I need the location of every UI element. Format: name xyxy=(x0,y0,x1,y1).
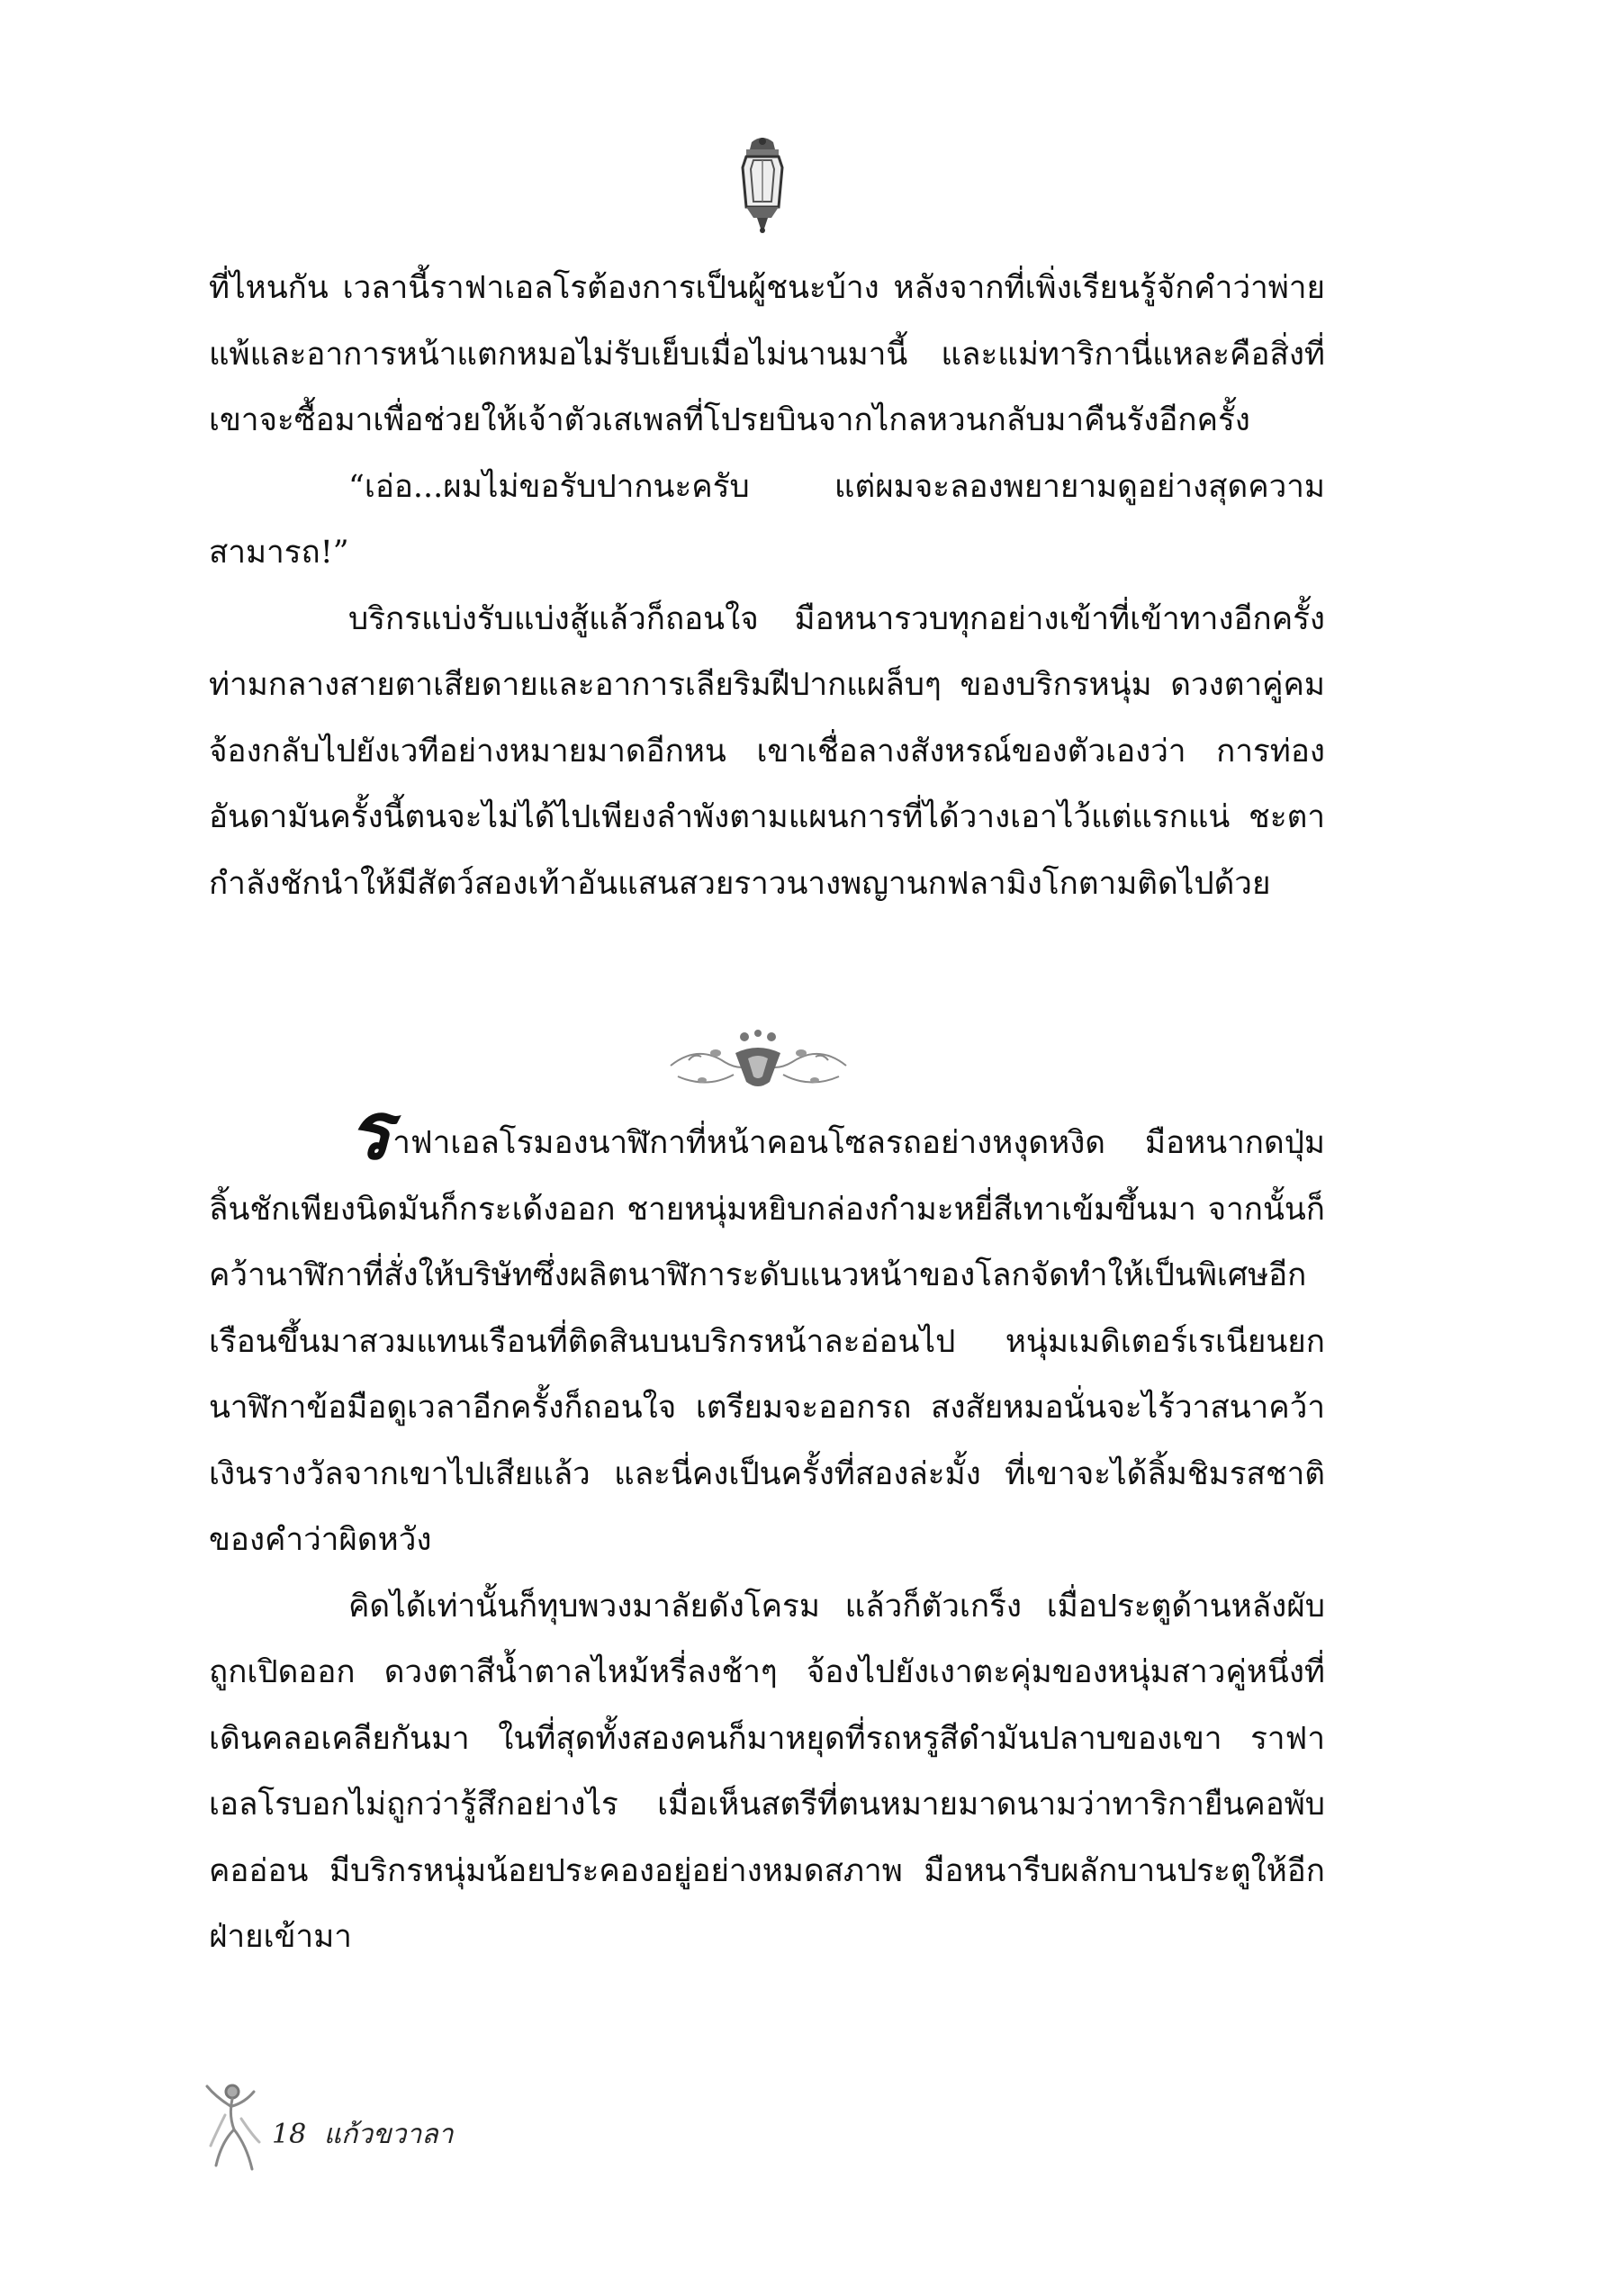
footer-caption xyxy=(272,2113,463,2156)
page-number: 18 xyxy=(272,2119,307,2150)
book-title: แก้วขวาลา xyxy=(323,2119,454,2150)
lantern-ornament-icon xyxy=(734,135,791,234)
paragraph: ที่ไหนกัน เวลานี้ราฟาเอลโรต้องการเป็นผู้ชนะบ้าง หลังจากที่เพิ่งเรียนรู้จักคำว่าพ่ายแพ้และอาการหน้าแตกหมอไม่รับเย็บเมื่อไม่นานมานี้ และแม่ทาริกานี่แหละคือสิ่งที่เขาจะซื้อมาเพื่อช่วยให้เจ้าตัวเสเพลที่โปรยบินจากไกลหวนกลับมาคืนรังอีกครั้ง xyxy=(209,270,1325,438)
dancer-figure-icon xyxy=(189,2079,268,2178)
paragraph: “เอ่อ...ผมไม่ขอรับปากนะครับ แต่ผมจะลองพยายามดูอย่างสุดความสามารถ!” xyxy=(209,468,1325,571)
text-section-one xyxy=(209,256,1325,917)
drop-cap: ร xyxy=(348,1084,392,1177)
paragraph xyxy=(209,1084,1325,1574)
paragraph-text: าฟาเอลโรมองนาฬิกาที่หน้าคอนโซลรถอย่างหงุดหงิด มือหนากดปุ่มลิ้นชักเพียงนิดมันก็กระเด้งออก ชายหนุ่มหยิบกล่องกำมะหยี่สีเทาเข้มขึ้นมา จากนั้นก็คว้านาฬิกาที่สั่งให้บริษัทซึ่งผลิตนาฬิการะดับแนวหน้าของโลกจัดทำให้เป็นพิเศษอีกเรือนขึ้นมาสวมแทนเรือนที่ติดสินบนบริกรหน้าละอ่อนไป หนุ่มเมดิเตอร์เรเนียนยกนาฬิกาข้อมือดูเวลาอีกครั้งก็ถอนใจ เตรียมจะออกรถ สงสัยหมอนั่นจะไร้วาสนาคว้าเงินรางวัลจากเขาไปเสียแล้ว และนี่คงเป็นครั้งที่สองล่ะมั้ง ที่เขาจะได้ลิ้มชิมรสชาติของคำว่าผิดหวัง xyxy=(209,1125,1325,1558)
paragraph: คิดได้เท่านั้นก็ทุบพวงมาลัยดังโครม แล้วก็ตัวเกร็ง เมื่อประตูด้านหลังผับถูกเปิดออก ดวงตาสีน้ำตาลไหม้หรี่ลงช้าๆ จ้องไปยังเงาตะคุ่มของหนุ่มสาวคู่หนึ่งที่เดินคลอเคลียกันมา ในที่สุดทั้งสองคนก็มาหยุดที่รถหรูสีดำมันปลาบของเขา ราฟาเอลโรบอกไม่ถูกว่ารู้สึกอย่างไร เมื่อเห็นสตรีที่ตนหมายมาดนามว่าทาริกายืนคอพับคออ่อน มีบริกรหนุ่มน้อยประคองอยู่อย่างหมดสภาพ มือหนารีบผลักบานประตูให้อีกฝ่ายเข้ามา xyxy=(209,1588,1325,1955)
page-footer xyxy=(189,2079,549,2178)
paragraph: บริกรแบ่งรับแบ่งสู้แล้วก็ถอนใจ มือหนารวบทุกอย่างเข้าที่เข้าทางอีกครั้ง ท่ามกลางสายตาเสียดายและอาการเลียริมฝีปากแผล็บๆ ของบริกรหนุ่ม ดวงตาคู่คมจ้องกลับไปยังเวทีอย่างหมายมาดอีกหน เขาเชื่อลางสังหรณ์ของตัวเองว่า การท่องอันดามันครั้งนี้ตนจะไม่ได้ไปเพียงลำพังตามแผนการที่ได้วางเอาไว้แต่แรกแน่ ชะตากำลังชักนำให้มีสัตว์สองเท้าอันแสนสวยราวนางพญานกฟลามิงโกตามติดไปด้วย xyxy=(209,600,1325,902)
text-section-two xyxy=(209,1084,1325,1971)
floral-divider-icon xyxy=(662,1026,855,1100)
